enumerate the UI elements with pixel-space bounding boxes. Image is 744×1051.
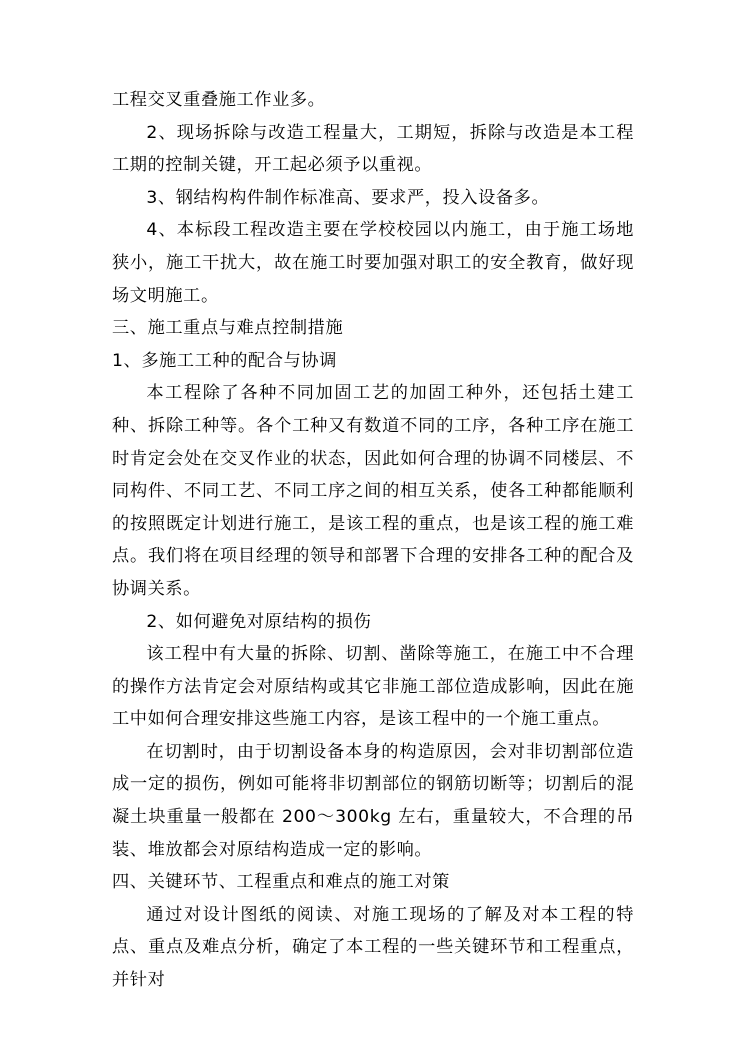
section-heading-4: 四、关键环节、工程重点和难点的施工对策	[112, 872, 450, 893]
paragraph-item-2: 2、现场拆除与改造工程量大，工期短，拆除与改造是本工程工期的控制关键，开工起必须予以重视。	[112, 122, 634, 176]
section-heading-3: 三、施工重点与难点控制措施	[112, 318, 344, 339]
paragraph-cutting: 在切割时，由于切割设备本身的构造原因，会对非切割部位造成一定的损伤，例如可能将非切割部位的钢筋切断等；切割后的混凝土块重量一般都在 200～300kg 左右，重量较大，不合理的吊装、堆放都会对原结构造成一定的影响。	[112, 741, 634, 860]
document-page	[112, 84, 634, 997]
paragraph-demolition: 该工程中有大量的拆除、切割、凿除等施工，在施工中不合理的操作方法肯定会对原结构或其它非施工部位造成影响，因此在施工中如何合理安排这些施工内容，是该工程中的一个施工重点。	[112, 644, 634, 730]
paragraph-item-3: 3、钢结构构件制作标准高、要求严，投入设备多。	[146, 187, 550, 208]
subsection-heading-2: 2、如何避免对原结构的损伤	[146, 611, 372, 632]
paragraph-continuation: 工程交叉重叠施工作业多。	[112, 90, 326, 110]
paragraph-coordination: 本工程除了各种不同加固工艺的加固工种外，还包括土建工种、拆除工种等。各个工种又有数道不同的工序，各种工序在施工时肯定会处在交叉作业的状态，因此如何合理的协调不同楼层、不同构件、不同工艺、不同工序之间的相互关系，使各工种都能顺利的按照既定计划进行施工，是该工程的重点，也是该工程的施工难点。我们将在项目经理的领导和部署下合理的安排各工种的配合及协调关系。	[112, 383, 634, 599]
subsection-heading-1: 1、多施工工种的配合与协调	[112, 350, 337, 371]
paragraph-countermeasures: 通过对设计图纸的阅读、对施工现场的了解及对本工程的特点、重点及难点分析，确定了本工程的一些关键环节和工程重点，并针对	[112, 904, 634, 991]
paragraph-item-4: 4、本标段工程改造主要在学校校园以内施工，由于施工场地狭小，施工干扰大，故在施工时要加强对职工的安全教育，做好现场文明施工。	[112, 220, 634, 306]
